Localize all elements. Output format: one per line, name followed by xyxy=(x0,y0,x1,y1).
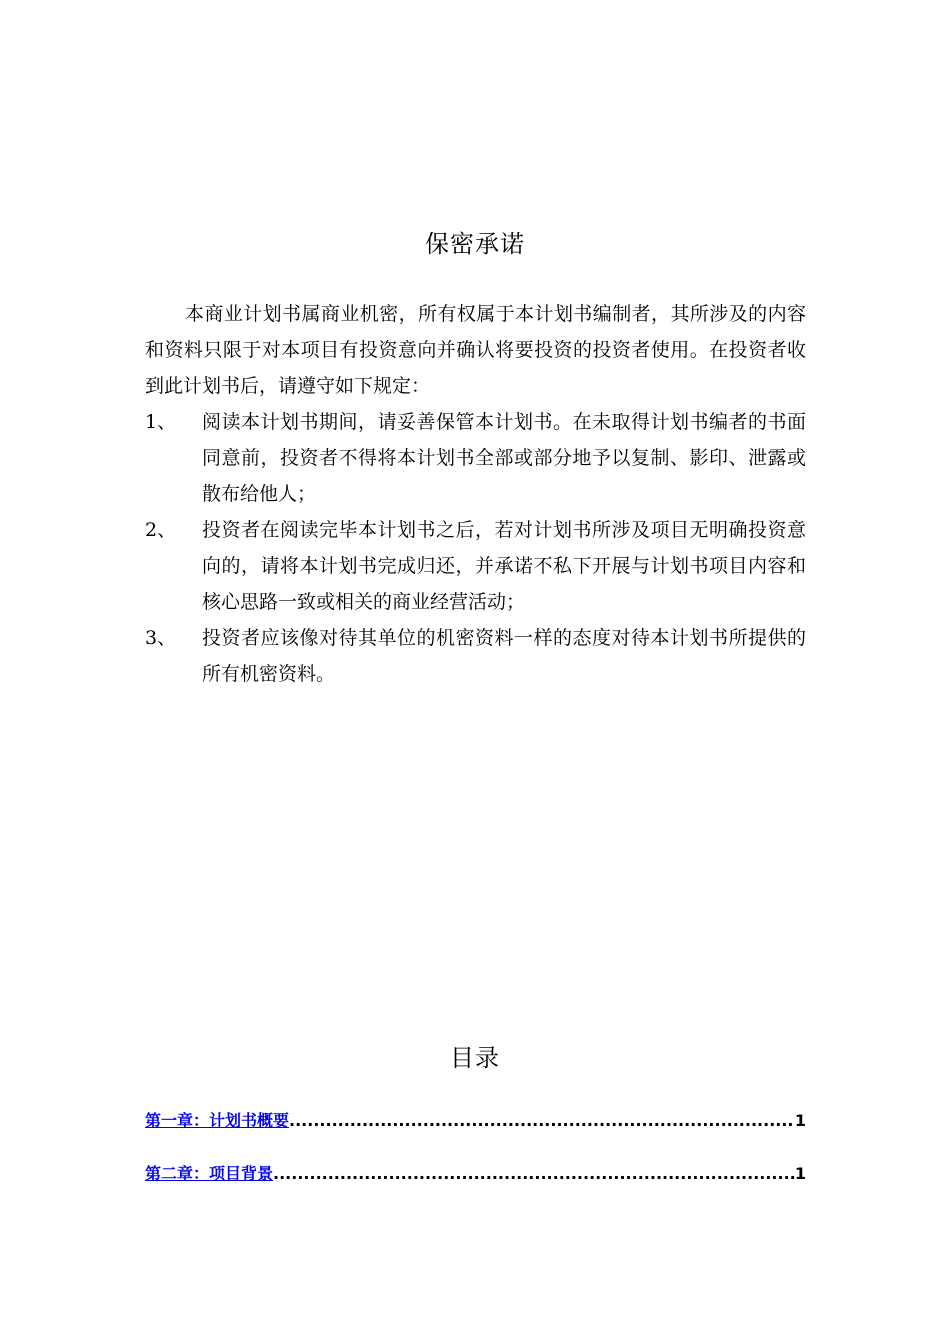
clause-item xyxy=(145,512,806,620)
clause-text: 投资者应该像对待其单位的机密资料一样的态度对待本计划书所提供的所有机密资料。 xyxy=(202,627,806,685)
clause-text: 阅读本计划书期间，请妥善保管本计划书。在未取得计划书编者的书面同意前，投资者不得将本计划书全部或部分地予以复制、影印、泄露或散布给他人； xyxy=(202,411,806,505)
clause-text: 投资者在阅读完毕本计划书之后，若对计划书所涉及项目无明确投资意向的，请将本计划书完成归还，并承诺不私下开展与计划书项目内容和核心思路一致或相关的商业经营活动； xyxy=(202,519,806,613)
toc-link-chapter-1[interactable]: 第一章：计划书概要 xyxy=(145,1111,290,1130)
clause-number: 3、 xyxy=(145,627,177,649)
toc-entry xyxy=(145,1108,806,1132)
clause-item xyxy=(145,404,806,512)
clause-number: 1、 xyxy=(145,411,177,433)
confidentiality-intro: 本商业计划书属商业机密，所有权属于本计划书编制者，其所涉及的内容和资料只限于对本项目有投资意向并确认将要投资的投资者使用。在投资者收到此计划书后，请遵守如下规定： xyxy=(145,303,806,397)
toc-page-number: 1 xyxy=(794,1111,806,1130)
toc-page-number: 1 xyxy=(794,1164,806,1183)
toc-leader-dots xyxy=(289,1111,795,1130)
clause-item xyxy=(145,620,806,692)
toc-title: 目录 xyxy=(450,1044,500,1072)
toc-leader-dots xyxy=(273,1164,795,1183)
clause-number: 2、 xyxy=(145,519,177,541)
confidentiality-title: 保密承诺 xyxy=(425,230,525,258)
toc-entry xyxy=(145,1161,806,1185)
toc-link-chapter-2[interactable]: 第二章：项目背景 xyxy=(145,1164,274,1183)
